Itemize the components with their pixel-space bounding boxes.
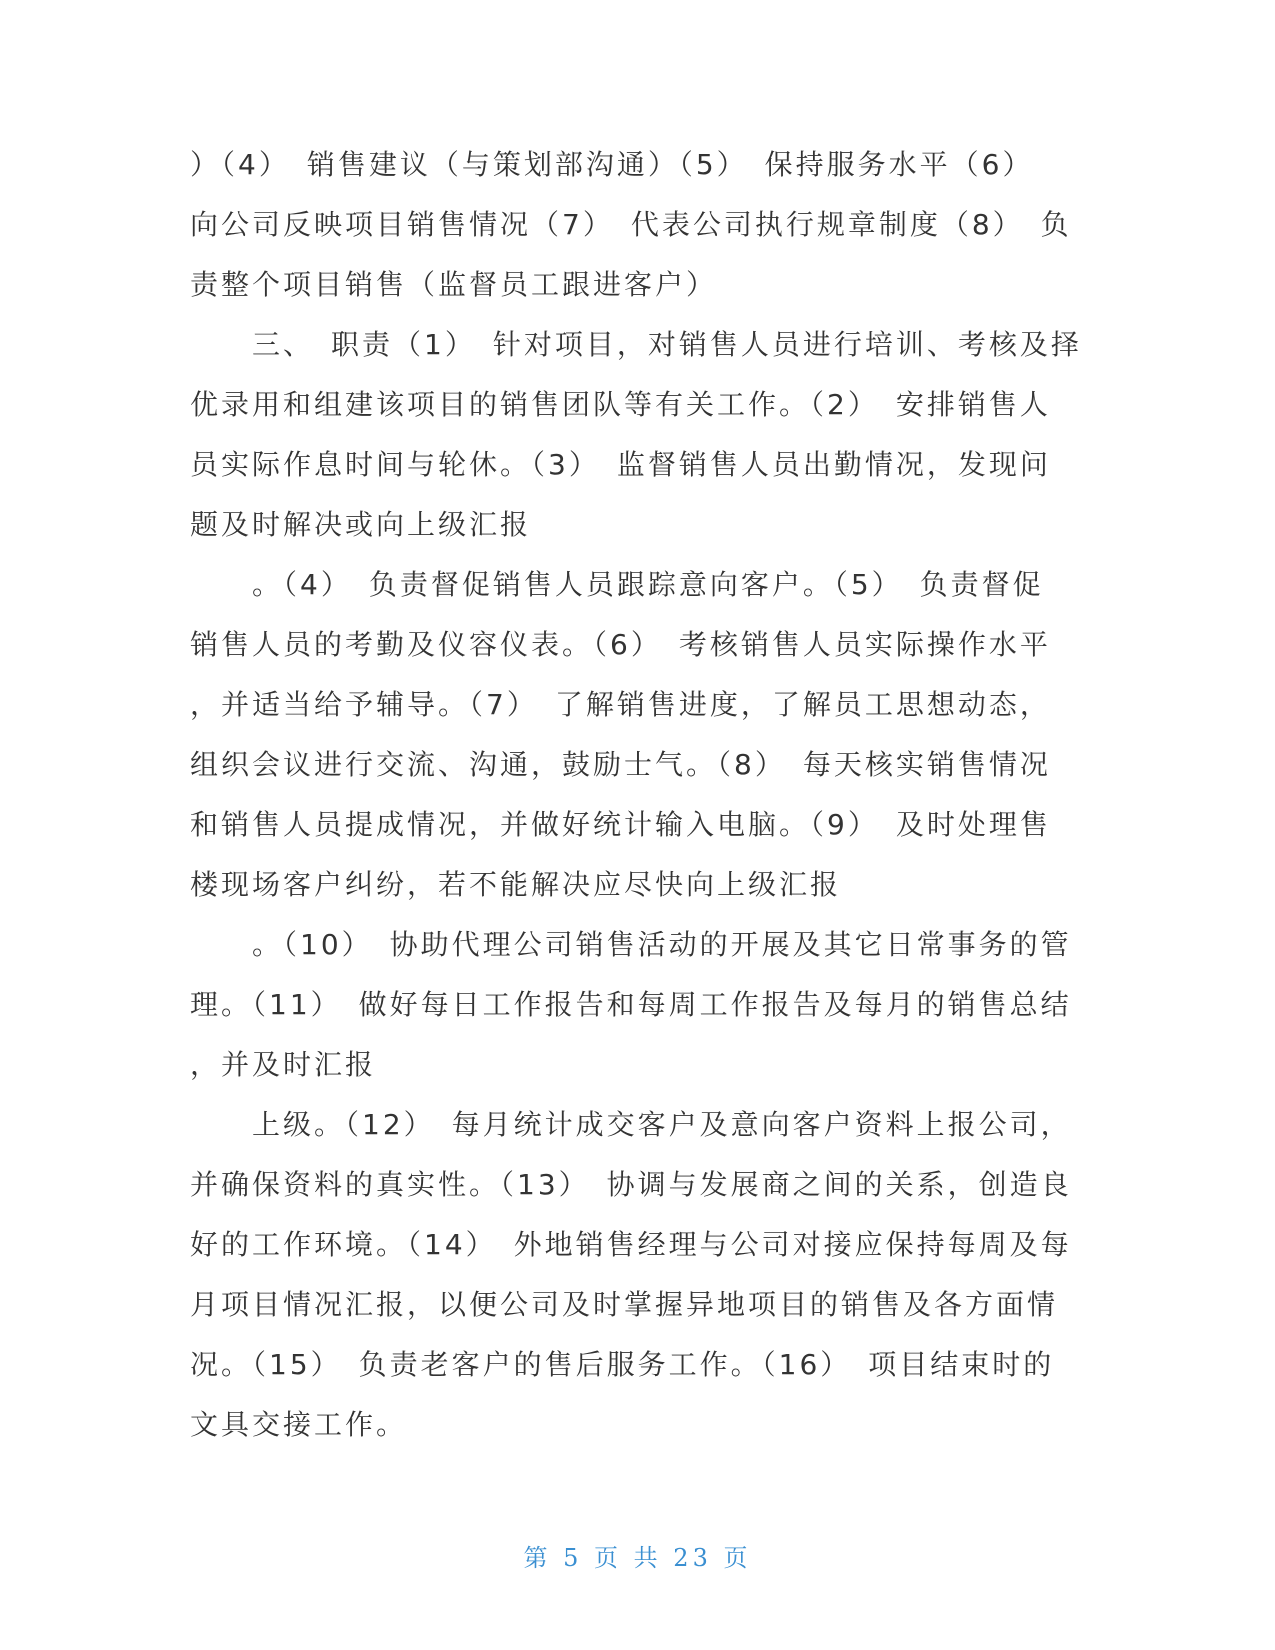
text-line: 员实际作息时间与轮休。（3） 监督销售人员出勤情况，发现问 [190,448,1051,481]
document-body [190,135,1090,1455]
text-line: 责整个项目销售（监督员工跟进客户） [190,268,718,301]
text-line: 文具交接工作。 [190,1408,408,1441]
paragraph-start-line: 。（4） 负责督促销售人员跟踪意向客户。（5） 负责督促 [252,568,1044,601]
text-line: 理。（11） 做好每日工作报告和每周工作报告及每月的销售总结 [190,988,1072,1021]
text-line: ）（4） 销售建议（与策划部沟通）（5） 保持服务水平（6） [190,148,1034,181]
text-line: 好的工作环境。（14） 外地销售经理与公司对接应保持每周及每 [190,1228,1072,1261]
text-line: 题及时解决或向上级汇报 [190,508,532,541]
text-line: ，并适当给予辅导。（7） 了解销售进度，了解员工思想动态， [190,688,1051,721]
text-line: 月项目情况汇报，以便公司及时掌握异地项目的销售及各方面情 [190,1288,1059,1321]
text-line: 和销售人员提成情况，并做好统计输入电脑。（9） 及时处理售 [190,808,1051,841]
section-heading-line: 三、 职责（1） 针对项目，对销售人员进行培训、考核及择 [252,328,1082,361]
text-line: 并确保资料的真实性。（13） 协调与发展商之间的关系，创造良 [190,1168,1072,1201]
paragraph-start-line: 上级。（12） 每月统计成交客户及意向客户资料上报公司， [252,1108,1072,1141]
text-line: 组织会议进行交流、沟通，鼓励士气。（8） 每天核实销售情况 [190,748,1051,781]
text-line: 楼现场客户纠纷，若不能解决应尽快向上级汇报 [190,868,842,901]
text-line: ，并及时汇报 [190,1048,377,1081]
text-line: 向公司反映项目销售情况（7） 代表公司执行规章制度（8） 负 [190,208,1072,241]
paragraph-start-line: 。（10） 协助代理公司销售活动的开展及其它日常事务的管 [252,928,1072,961]
text-line: 优录用和组建该项目的销售团队等有关工作。（2） 安排销售人 [190,388,1051,421]
page-number-footer: 第 5 页 共 23 页 [523,1544,752,1572]
text-line: 销售人员的考勤及仪容仪表。（6） 考核销售人员实际操作水平 [190,628,1051,661]
text-line: 况。（15） 负责老客户的售后服务工作。（16） 项目结束时的 [190,1348,1055,1381]
